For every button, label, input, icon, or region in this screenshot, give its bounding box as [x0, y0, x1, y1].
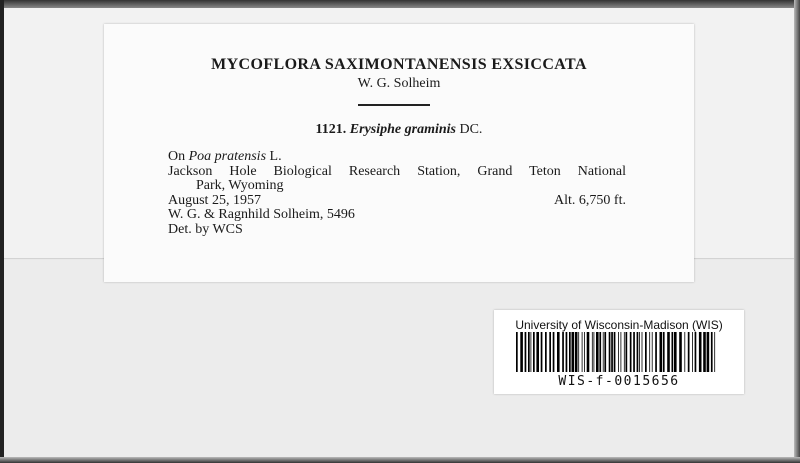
institution-name: University of Wisconsin-Madison (WIS): [515, 318, 723, 332]
catalog-number: WIS-f-0015656: [558, 374, 680, 389]
scan-border-right: [794, 0, 800, 463]
specimen-label: [104, 24, 694, 282]
locality-line-1: Jackson Hole Biological Research Station, Grand Teton National: [168, 163, 626, 179]
host-line: [168, 150, 626, 165]
collection-date: August 25, 1957: [168, 192, 261, 208]
series-title: MYCOFLORA SAXIMONTANENSIS EXSICCATA: [211, 56, 587, 73]
altitude: Alt. 6,750 ft.: [554, 192, 626, 208]
barcode-label: [494, 310, 744, 394]
scan-border-top: [0, 0, 800, 8]
barcode-icon: [516, 332, 716, 372]
host-name: Poa pratensis: [188, 149, 267, 164]
collection-details: [168, 150, 626, 237]
exsiccata-number: 1121.: [315, 122, 347, 137]
collectors: W. G. & Ragnhild Solheim, 5496: [168, 207, 355, 222]
host-prefix: On: [168, 149, 186, 164]
species-name: Erysiphe graminis: [349, 122, 456, 137]
series-editor: W. G. Solheim: [357, 76, 441, 91]
determiner: Det. by WCS: [168, 221, 243, 237]
species-authority: DC.: [459, 122, 483, 137]
scan-border-bottom: [0, 457, 800, 463]
scan-border-left: [0, 0, 4, 463]
exsiccata-entry: [104, 122, 694, 138]
date-altitude-line: [168, 194, 626, 209]
title-divider: [358, 104, 430, 106]
host-authority: L.: [269, 149, 282, 164]
locality-line-2: Park, Wyoming: [196, 178, 284, 193]
